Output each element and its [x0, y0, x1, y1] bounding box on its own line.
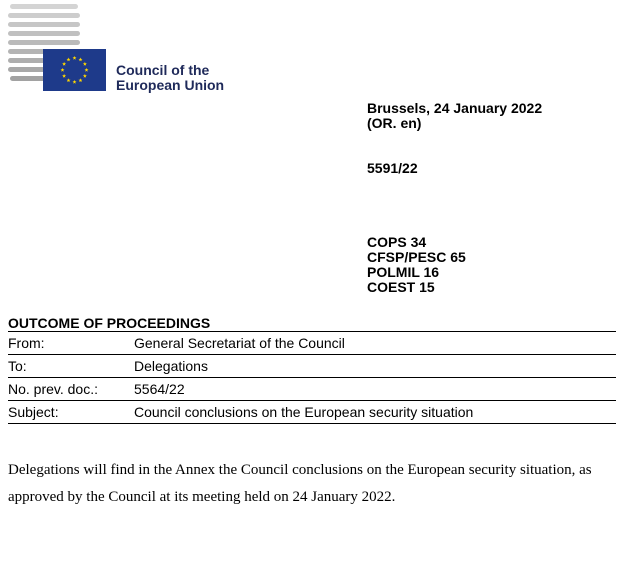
document-date: Brussels, 24 January 2022	[367, 100, 543, 116]
eu-flag-icon	[43, 49, 106, 91]
code-item: POLMIL 16	[367, 264, 440, 280]
code-item: CFSP/PESC 65	[367, 249, 466, 265]
document-number: 5591/22	[367, 160, 418, 176]
table-row	[8, 332, 616, 355]
code-item: COPS 34	[367, 234, 427, 250]
row-label-to: To:	[8, 355, 134, 378]
row-label-prev-doc: No. prev. doc.:	[8, 378, 134, 401]
proceedings-table	[8, 331, 616, 424]
code-item: COEST 15	[367, 279, 435, 295]
body-paragraph: Delegations will find in the Annex the Council conclusions on the European security situation, as approved by the Council at its meeting held on 24 January 2022.	[8, 462, 592, 505]
council-name-line2: European Union	[116, 77, 225, 93]
row-label-from: From:	[8, 332, 134, 355]
table-row	[8, 401, 616, 424]
document-number-block	[367, 161, 418, 176]
council-name	[116, 63, 224, 93]
row-value-to: Delegations	[134, 355, 616, 378]
table-row	[8, 378, 616, 401]
table-row	[8, 355, 616, 378]
row-value-subject: Council conclusions on the European security situation	[134, 401, 616, 424]
classification-codes	[367, 235, 466, 295]
document-date-block	[367, 101, 542, 131]
outcome-title: OUTCOME OF PROCEEDINGS	[8, 315, 211, 331]
original-language: (OR. en)	[367, 115, 422, 131]
row-value-from: General Secretariat of the Council	[134, 332, 616, 355]
council-name-line1: Council of the	[116, 62, 210, 78]
row-label-subject: Subject:	[8, 401, 134, 424]
row-value-prev-doc: 5564/22	[134, 378, 616, 401]
